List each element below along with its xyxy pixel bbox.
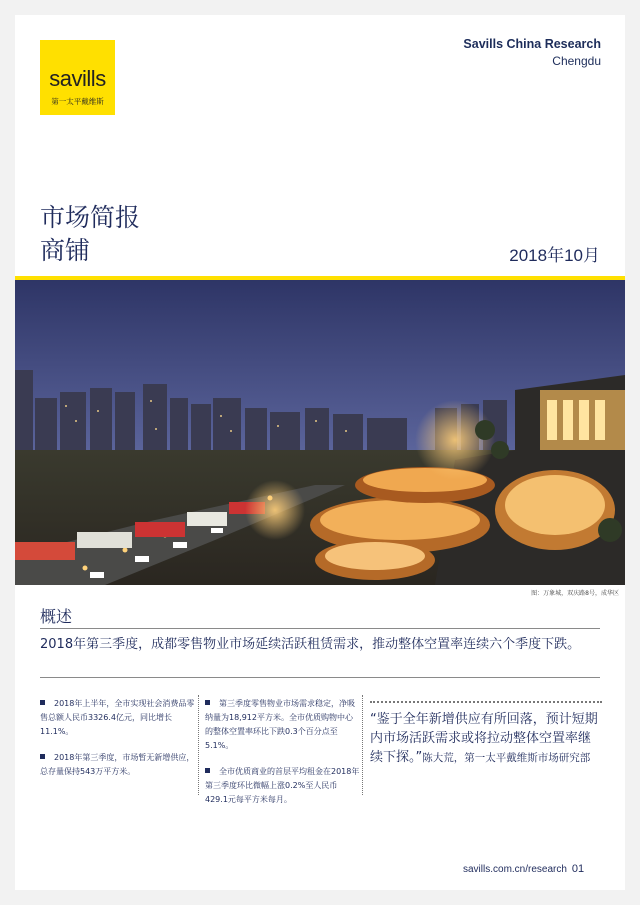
bullet-text: 第三季度零售物业市场需求稳定，净吸纳量为18,912平方米。全市优质购物中心的整体空置率环比下跌0.3个百分点至5.1%。: [205, 699, 355, 750]
section-rule-top: [40, 628, 600, 629]
bullet-item: [205, 765, 360, 807]
bullet-square-icon: [40, 700, 45, 705]
section-rule-bottom: [40, 677, 600, 678]
bullet-item: [205, 697, 360, 753]
bullet-item: [40, 751, 195, 779]
footer-url[interactable]: savills.com.cn/research: [463, 864, 567, 875]
brand-name: Savills China Research: [463, 37, 601, 51]
report-page: [15, 15, 625, 890]
page-number: 01: [571, 863, 585, 875]
bullet-text: 2018年第三季度，市场暂无新增供应，总存量保持543万平方米。: [40, 753, 195, 776]
report-date: 2018年10月: [509, 246, 600, 265]
logo-wordmark: savills: [49, 66, 106, 91]
bullet-column-2: [205, 697, 360, 819]
page-footer: [463, 863, 584, 875]
bullet-text: 全市优质商业的首层平均租金在2018年第三季度环比微幅上涨0.2%至人民币429.1元每平方米每月。: [205, 767, 360, 804]
brand-header: [463, 37, 601, 68]
bullet-square-icon: [205, 768, 210, 773]
bullet-square-icon: [205, 700, 210, 705]
title-line-2: 商铺: [40, 236, 91, 265]
bullet-item: [40, 697, 195, 739]
brand-city: Chengdu: [552, 54, 601, 68]
column-divider: [198, 695, 199, 795]
section-heading: 概述: [40, 607, 73, 626]
logo-chinese-name: 第一太平戴维斯: [51, 97, 104, 106]
bullet-text: 2018年上半年，全市实现社会消费品零售总额人民币3326.4亿元，同比增长11.1%。: [40, 699, 195, 736]
title-line-1: 市场简报: [40, 203, 141, 232]
bullet-square-icon: [40, 754, 45, 759]
quote-author: 陈大荒，第一太平戴维斯市场研究部: [422, 752, 591, 764]
overview-summary: 2018年第三季度，成都零售物业市场延续活跃租赁需求，推动整体空置率连续六个季度下跌。: [40, 637, 581, 652]
photo-caption: 图：万象城，双庆路8号，成华区: [531, 590, 619, 597]
report-title: [40, 201, 140, 267]
column-divider: [362, 695, 363, 795]
quote-text: “鉴于全年新增供应有所回落，预计短期内市场活跃需求或将拉动整体空置率继续下探。”: [370, 712, 598, 765]
savills-logo: [40, 40, 115, 115]
pull-quote: [370, 701, 602, 768]
cover-photo: [15, 280, 625, 585]
bullet-column-1: [40, 697, 195, 791]
